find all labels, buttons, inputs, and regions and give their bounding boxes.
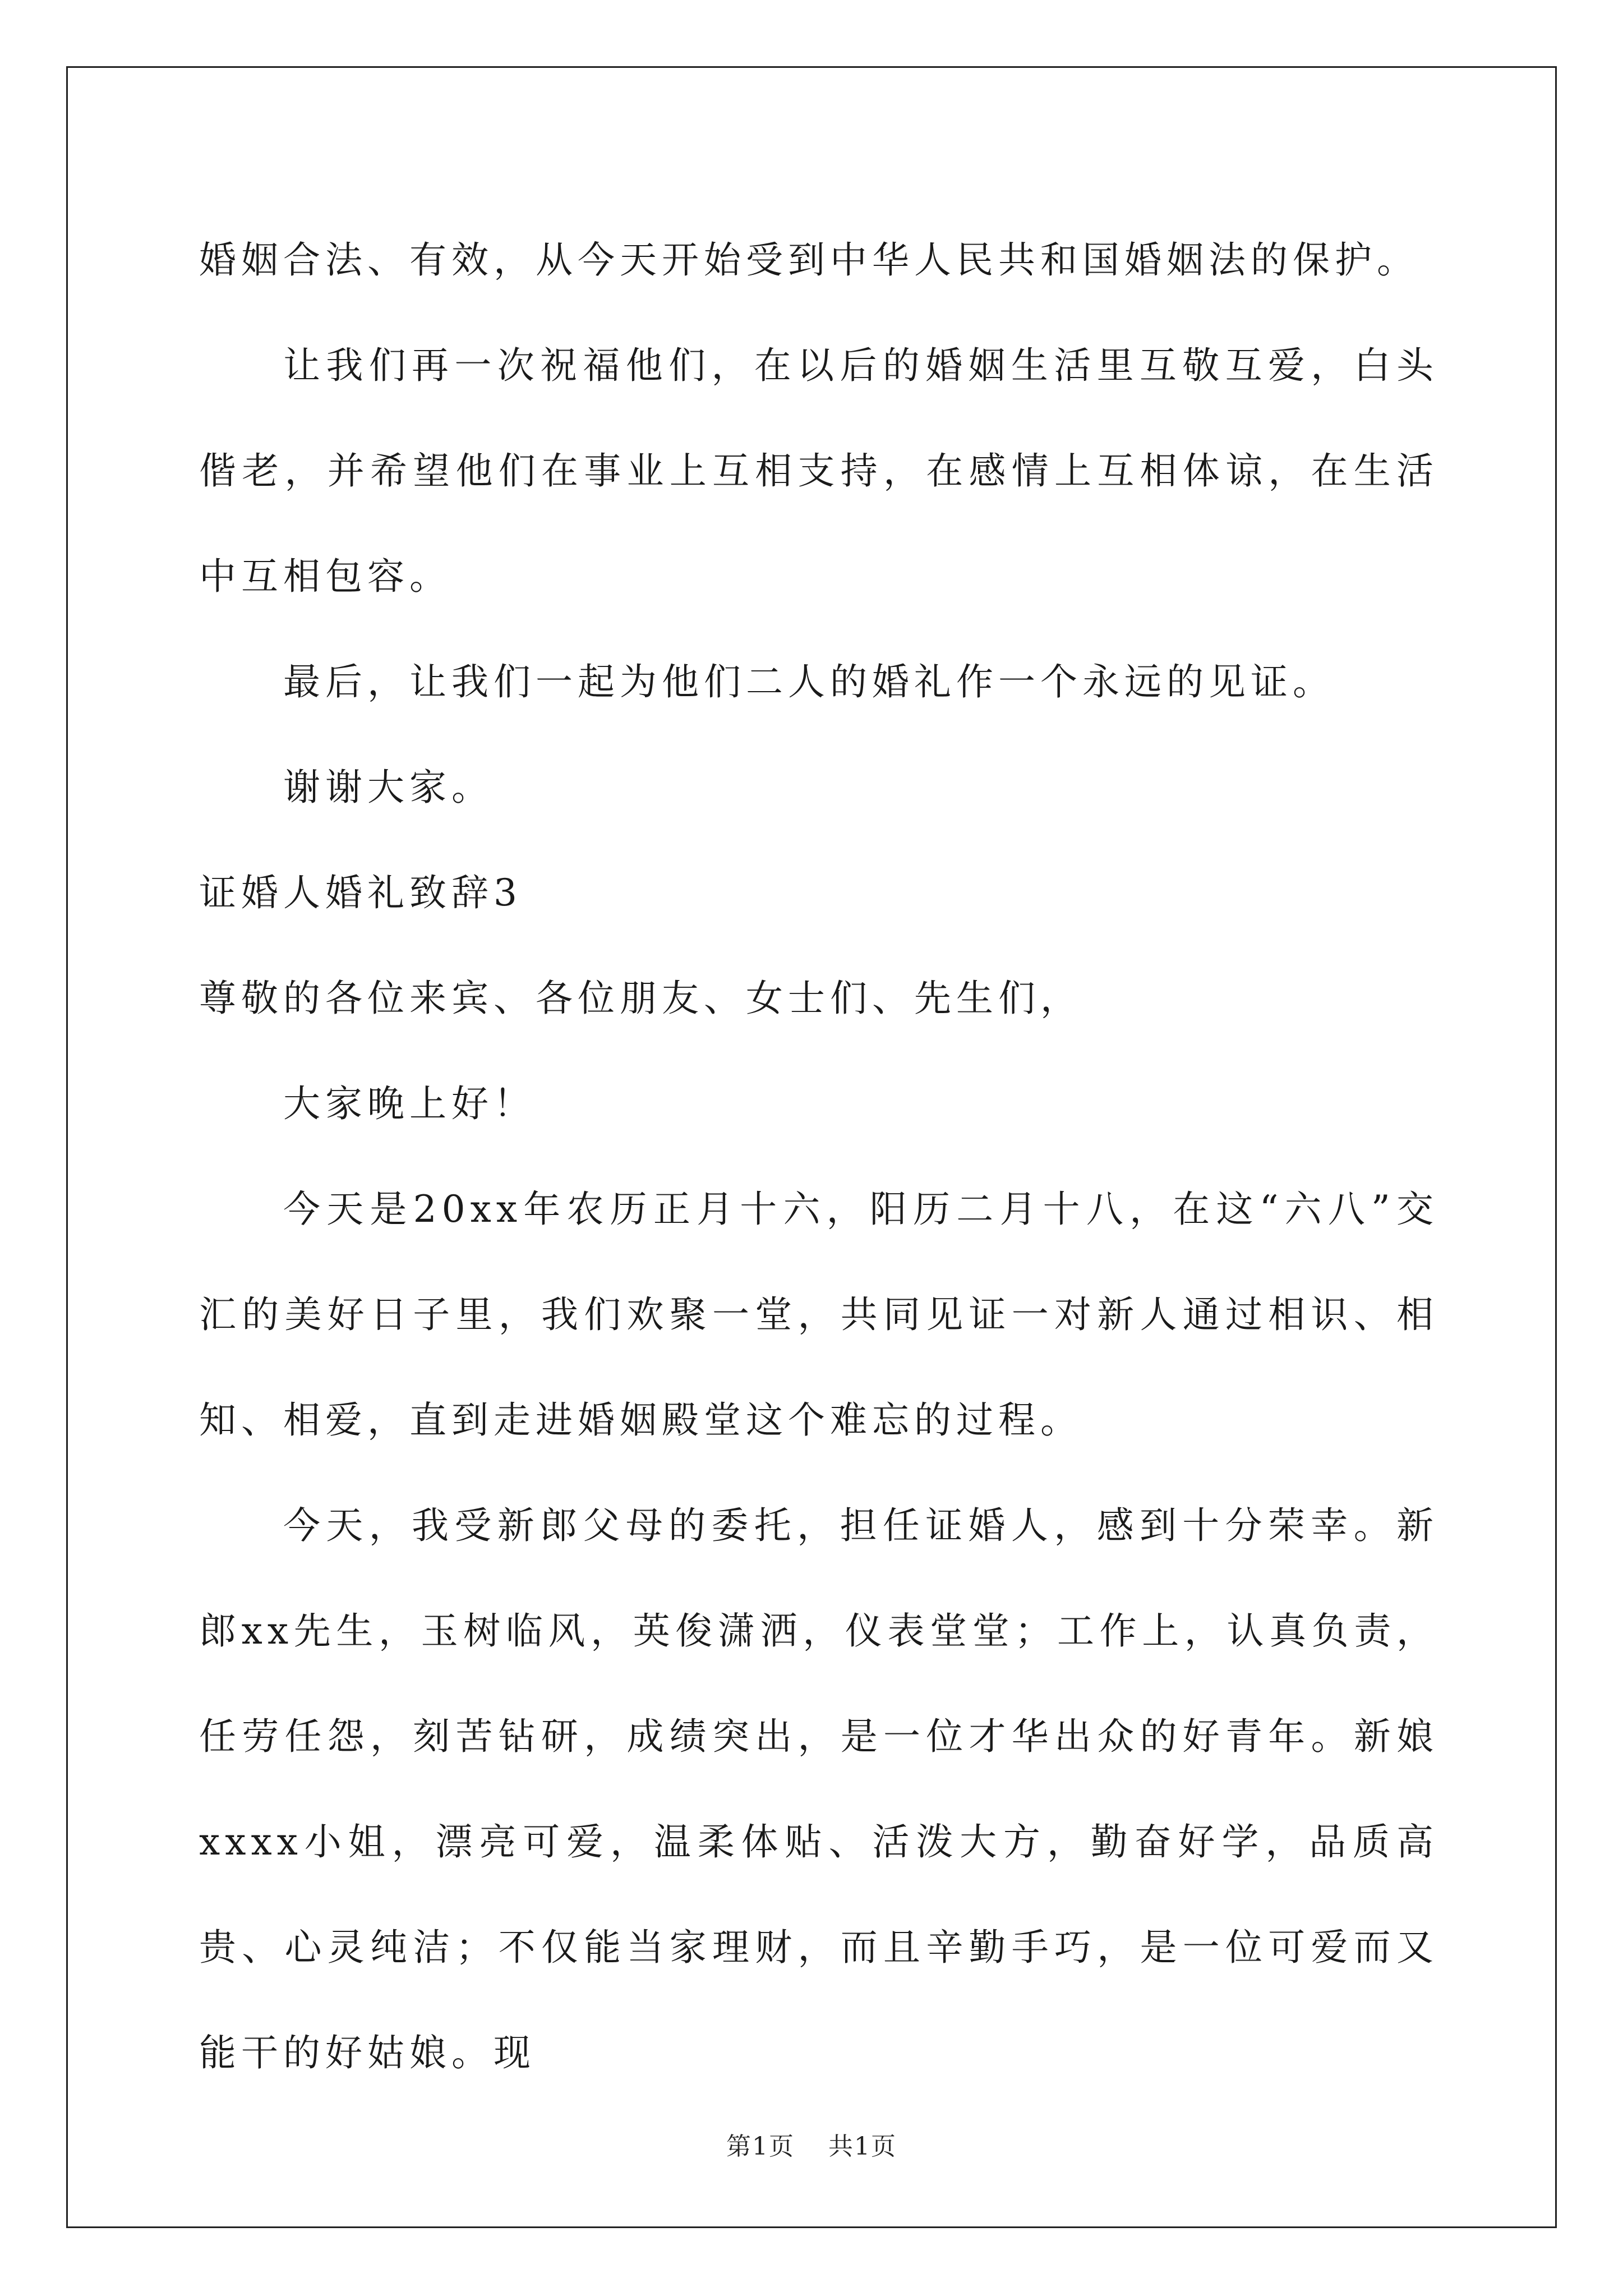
greeting: 大家晚上好！	[283, 1082, 536, 1125]
page-footer	[0, 2126, 1623, 2162]
paragraph: 最后，让我们一起为他们二人的婚礼作一个永远的见证。	[283, 660, 1335, 703]
salutation: 尊敬的各位来宾、各位朋友、女士们、先生们，	[199, 977, 1082, 1020]
paragraph: 今天是20xx年农历正月十六，阳历二月十八，在这“六八”交汇的美好日子里，我们欢聚一堂，共同见证一对新人通过相识、相知、相爱，直到走进婚姻殿堂这个难忘的过程。	[199, 1188, 1438, 1442]
paragraph: 今天，我受新郎父母的委托，担任证婚人，感到十分荣幸。新郎xx先生，玉树临风，英俊潇洒，仪表堂堂；工作上，认真负责，任劳任怨，刻苦钻研，成绩突出，是一位才华出众的好青年。新娘xxxx小姐，漂亮可爱，温柔体贴、活泼大方，勤奋好学，品质高贵、心灵纯洁；不仅能当家理财，而且辛勤手巧，是一位可爱而又能干的好姑娘。现	[199, 1504, 1438, 2074]
paragraph: 谢谢大家。	[283, 766, 494, 809]
page-total: 共1页	[828, 2132, 897, 2161]
document-body	[199, 208, 1438, 2106]
paragraph: 婚姻合法、有效，从今天开始受到中华人民共和国婚姻法的保护。	[199, 238, 1419, 282]
paragraph: 让我们再一次祝福他们，在以后的婚姻生活里互敬互爱，白头偕老，并希望他们在事业上互相支持，在感情上互相体谅，在生活中互相包容。	[199, 344, 1438, 598]
section-heading: 证婚人婚礼致辞3	[199, 871, 522, 914]
page-number: 第1页	[726, 2132, 795, 2161]
